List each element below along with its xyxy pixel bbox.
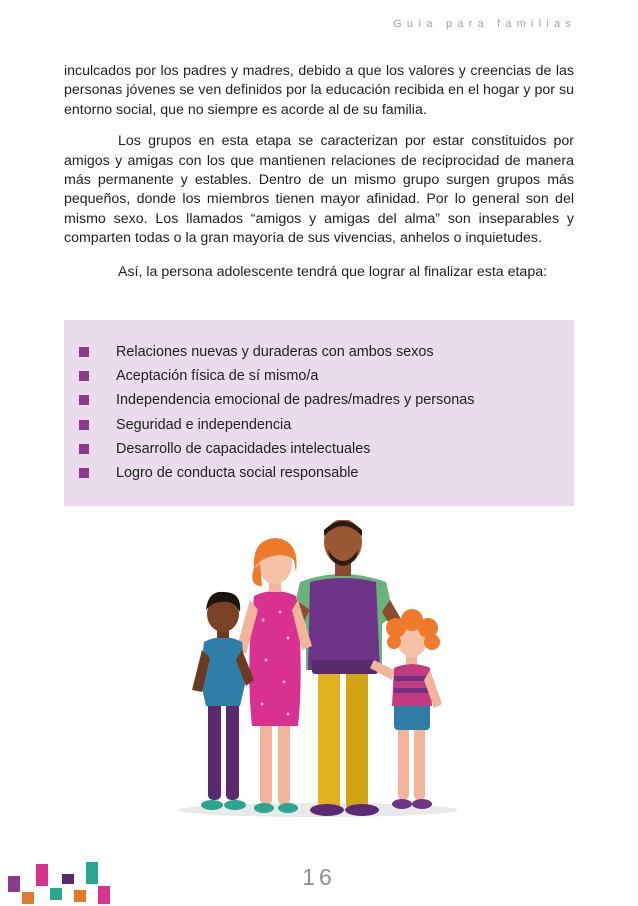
body-text bbox=[64, 62, 574, 294]
block-icon bbox=[22, 892, 34, 904]
list-item: Logro de conducta social responsable bbox=[64, 461, 574, 485]
list-item: Desarrollo de capacidades intelectuales bbox=[64, 437, 574, 461]
paragraph-2: Los grupos en esta etapa se caracterizan por estar constituidos por amigos y amigas con los que mantienen relaciones de reciprocidad de manera más permanente y estables. Dentro de un mismo grupo surgen grupos más pequeños, donde los miembros tienen mayor afinidad. Por lo general son del mismo sexo. Los llamados “amigos y amigas del alma” son inseparables y comparten todas o la gran mayoría de sus vivencias, anhelos o inquietudes. bbox=[64, 133, 574, 247]
paragraph-3: Así, la persona adolescente tendrá que lograr al finalizar esta etapa: bbox=[118, 263, 548, 280]
list-item: Seguridad e independencia bbox=[64, 413, 574, 437]
block-icon bbox=[8, 876, 20, 892]
goals-list bbox=[64, 320, 574, 485]
block-icon bbox=[62, 874, 74, 884]
running-header: Guía para familias bbox=[393, 18, 576, 30]
block-icon bbox=[86, 862, 98, 884]
square-bullet-icon bbox=[79, 395, 89, 405]
square-bullet-icon bbox=[79, 468, 89, 478]
decorative-blocks bbox=[0, 860, 120, 906]
goals-box bbox=[64, 320, 574, 506]
list-item: Relaciones nuevas y duraderas con ambos sexos bbox=[64, 340, 574, 364]
square-bullet-icon bbox=[79, 444, 89, 454]
square-bullet-icon bbox=[79, 347, 89, 357]
block-icon bbox=[36, 864, 48, 886]
square-bullet-icon bbox=[79, 371, 89, 381]
block-icon bbox=[74, 890, 86, 902]
family-illustration-icon bbox=[150, 520, 490, 840]
block-icon bbox=[98, 886, 110, 904]
list-item: Independencia emocional de padres/madres y personas bbox=[64, 388, 574, 412]
paragraph-1: inculcados por los padres y madres, debido a que los valores y creencias de las personas jóvenes se ven definidos por la educación recibida en el hogar y por su entorno social, que no siempre es acorde al de su familia. bbox=[64, 63, 574, 118]
block-icon bbox=[50, 888, 62, 900]
page-number: 16 bbox=[302, 864, 336, 890]
list-item: Aceptación física de sí mismo/a bbox=[64, 364, 574, 388]
square-bullet-icon bbox=[79, 420, 89, 430]
